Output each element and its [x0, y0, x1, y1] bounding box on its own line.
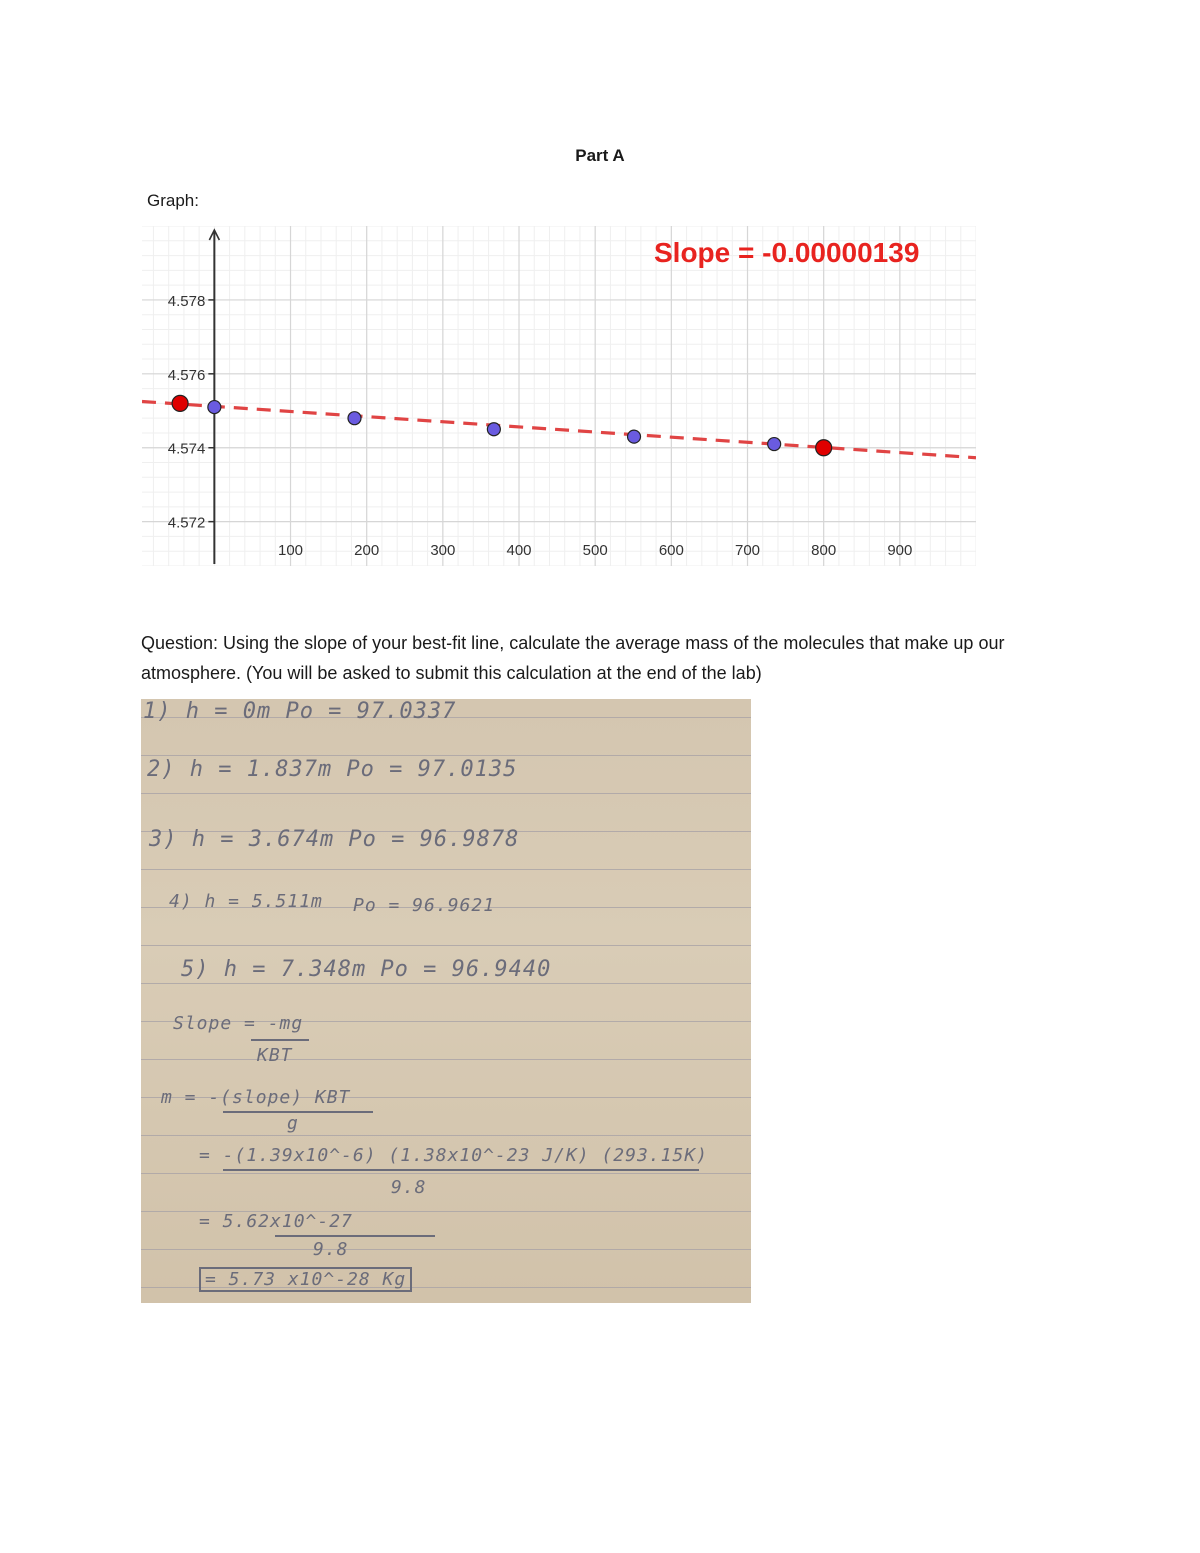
- notebook-rule: [141, 755, 751, 756]
- notebook-rule: [141, 983, 751, 984]
- notebook-rule: [141, 793, 751, 794]
- fit-line-group: [142, 401, 976, 457]
- x-tick-label: 700: [734, 542, 761, 559]
- slope-annotation: Slope = -0.00000139: [654, 237, 920, 268]
- data-point-measurements: [208, 401, 221, 414]
- tick-labels: [168, 293, 913, 559]
- hw-line-4: 4) h = 5.511m: [169, 891, 323, 912]
- major-grid: [142, 226, 976, 566]
- x-tick-label: 200: [354, 542, 380, 559]
- hw-substitution: = -(1.39x10^-6) (1.38x10^-23 J/K) (293.15K): [199, 1145, 708, 1166]
- pressure-height-chart: [142, 226, 976, 566]
- y-tick-label: 4.576: [167, 366, 206, 384]
- notebook-rule: [141, 1059, 751, 1060]
- hw-final-answer: [199, 1269, 412, 1290]
- notebook-rule: [141, 869, 751, 870]
- notebook-rule: [141, 1173, 751, 1174]
- y-tick-label: 4.574: [167, 440, 206, 458]
- best-fit-line: [142, 401, 976, 457]
- page-title: Part A: [575, 146, 625, 165]
- question-text: Question: Using the slope of your best-fit line, calculate the average mass of the molecules that make up our atmosphere. (You will be asked to submit this calculation at the end of the lab): [141, 633, 1005, 683]
- hw-substitution-denominator: 9.8: [391, 1177, 427, 1198]
- minor-grid: [142, 226, 976, 566]
- hw-slope-formula: Slope = -mg: [173, 1013, 304, 1034]
- notebook-rule: [141, 1249, 751, 1250]
- hw-line-3: 3) h = 3.674m Po = 96.9878: [149, 827, 520, 852]
- x-tick-label: 400: [506, 542, 532, 559]
- notebook-rule: [141, 1135, 751, 1136]
- x-tick-label: 300: [430, 542, 456, 559]
- x-tick-label: 100: [278, 542, 304, 559]
- final-answer-box: = 5.73 x10^-28 Kg: [199, 1267, 412, 1292]
- y-tick-label: 4.572: [167, 514, 206, 532]
- hw-intermediate-denominator: 9.8: [313, 1239, 349, 1260]
- x-tick-label: 600: [658, 542, 684, 559]
- hw-line-1: 1) h = 0m Po = 97.0337: [143, 699, 457, 724]
- notebook-rule: [141, 945, 751, 946]
- hw-slope-denominator: KBT: [257, 1045, 293, 1066]
- data-point-measurements: [628, 430, 641, 443]
- hw-line-5: 5) h = 7.348m Po = 96.9440: [181, 957, 552, 982]
- hw-intermediate: = 5.62x10^-27: [199, 1211, 353, 1232]
- axes: [208, 230, 219, 564]
- handwritten-notes-photo: [141, 699, 751, 1303]
- hw-mass-formula: m = -(slope) KBT: [161, 1087, 351, 1108]
- hw-mass-denominator: g: [287, 1113, 299, 1134]
- x-tick-label: 800: [811, 542, 837, 559]
- data-point-measurements: [768, 438, 781, 451]
- hw-line-2: 2) h = 1.837m Po = 97.0135: [147, 757, 518, 782]
- data-point-measurements: [348, 412, 361, 425]
- y-tick-label: 4.578: [167, 292, 206, 310]
- hw-line-4-pressure: Po = 96.9621: [353, 895, 496, 916]
- graph-label: Graph:: [147, 191, 199, 210]
- data-point-measurements: [487, 423, 500, 436]
- fraction-bar: [275, 1235, 435, 1237]
- fraction-bar: [251, 1039, 309, 1041]
- x-tick-label: 500: [582, 542, 608, 559]
- x-tick-label: 900: [887, 542, 913, 559]
- data-point-line-endpoints: [816, 440, 832, 456]
- fraction-bar: [223, 1169, 699, 1171]
- data-point-line-endpoints: [172, 395, 188, 411]
